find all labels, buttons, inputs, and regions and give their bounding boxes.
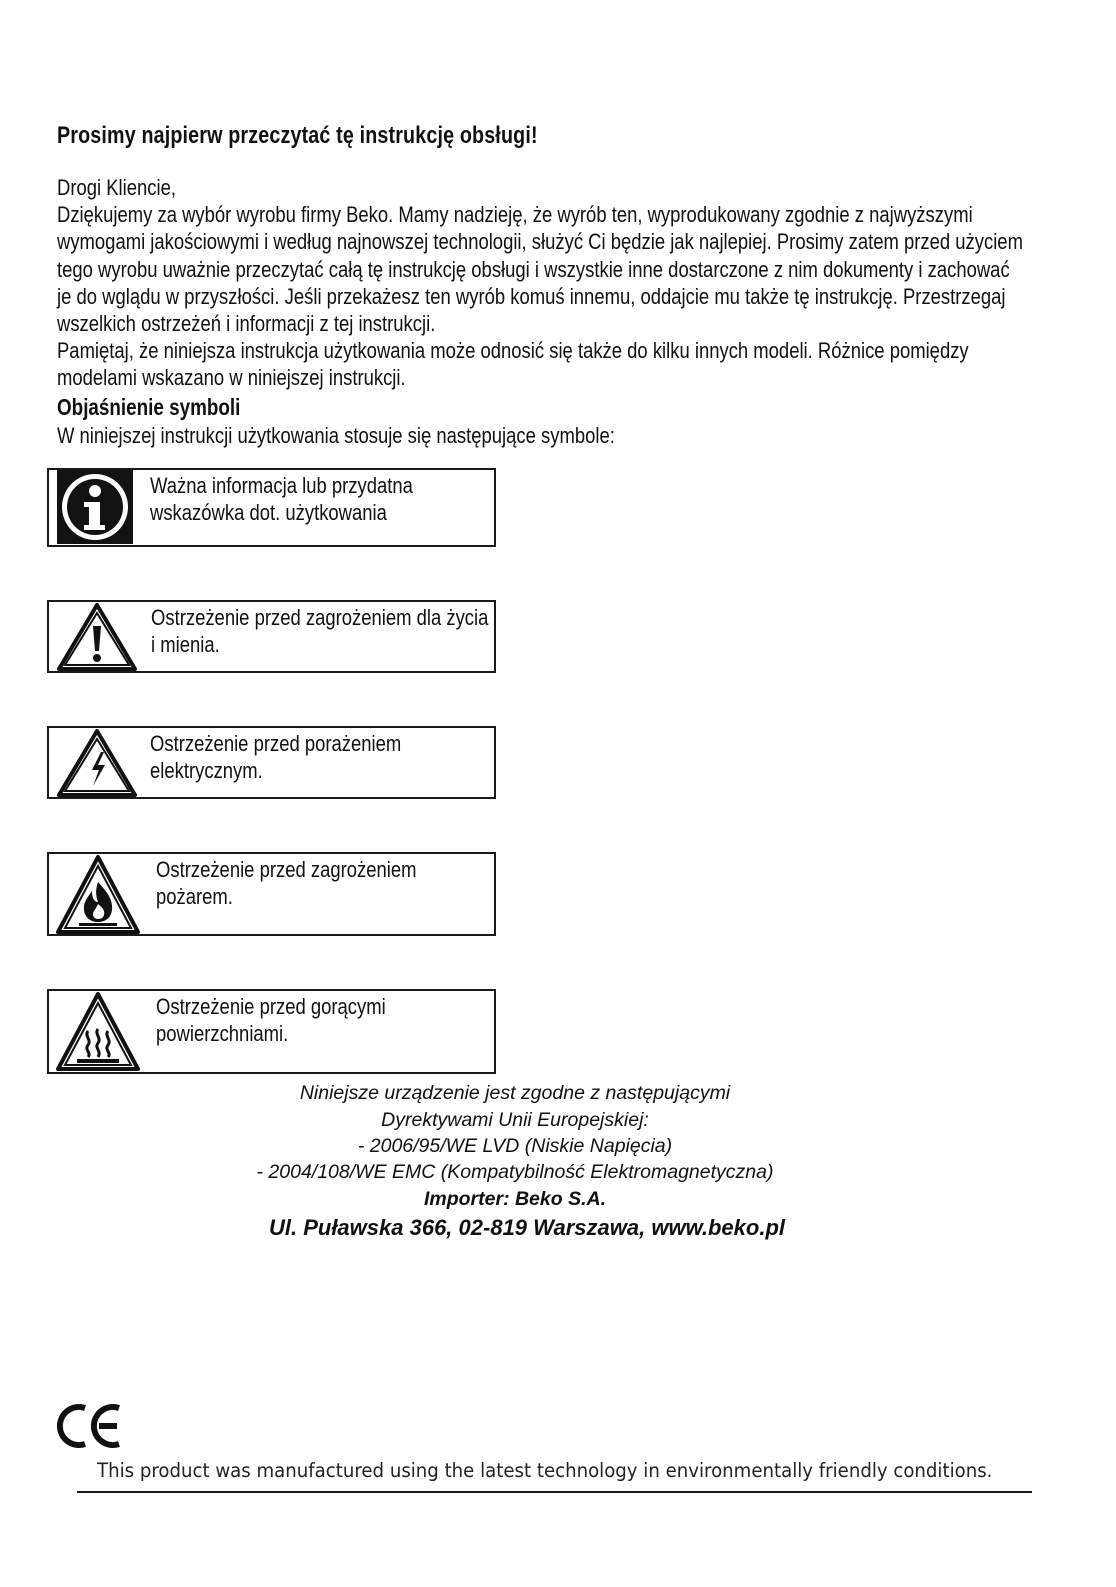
symbol-text-line: wskazówka dot. użytkowania xyxy=(150,500,387,525)
symbol-text xyxy=(156,993,386,1047)
symbol-text-line: powierzchniami. xyxy=(156,1021,289,1046)
symbol-text-line: pożarem. xyxy=(156,884,233,909)
importer-address: Ul. Puławska 366, 02-819 Warszawa, www.beko.pl xyxy=(268,1215,785,1240)
intro-line: Drogi Kliencie, xyxy=(57,175,176,200)
info-icon xyxy=(57,470,133,544)
symbols-intro: W niniejszej instrukcji użytkowania stosuje się następujące symbole: xyxy=(57,423,615,448)
intro-line: modelami wskazano w niniejszej instrukcji. xyxy=(57,365,406,391)
footer-divider xyxy=(77,1491,1032,1493)
symbol-box-fire xyxy=(47,852,496,936)
symbol-box-info xyxy=(47,468,496,547)
symbol-text-line: i mienia. xyxy=(151,632,220,657)
warning-exclamation-icon xyxy=(55,602,139,672)
intro-line: je do wglądu w przyszłości. Jeśli przekażesz ten wyrób komuś innemu, oddajcie mu także tę instrukcję. Przestrzegaj xyxy=(57,283,1006,309)
importer-line: Importer: Beko S.A. xyxy=(423,1188,607,1210)
ce-mark-icon xyxy=(57,1402,123,1455)
symbol-text-line: elektrycznym. xyxy=(150,758,263,783)
footer-statement: This product was manufactured using the latest technology in environmentally friendly conditions. xyxy=(97,1459,993,1482)
symbol-box-hot-surface xyxy=(47,989,496,1074)
symbol-text-line: Ważna informacja lub przydatna xyxy=(150,473,413,498)
conformity-line: - 2004/108/WE EMC (Kompatybilność Elektromagnetyczna) xyxy=(256,1161,774,1183)
symbol-text xyxy=(156,856,416,910)
symbol-text-line: Ostrzeżenie przed zagrożeniem xyxy=(156,857,417,882)
symbol-box-electric xyxy=(47,726,496,799)
conformity-line: Dyrektywami Unii Europejskiej: xyxy=(381,1109,649,1131)
symbol-text xyxy=(151,604,488,658)
symbols-heading: Objaśnienie symboli xyxy=(57,394,241,420)
intro-line: Dziękujemy za wybór wyrobu firmy Beko. Mamy nadzieję, że wyrób ten, wyprodukowany zgodnie z najwyższymi xyxy=(57,202,973,228)
intro-line: wszelkich ostrzeżeń i informacji z tej instrukcji. xyxy=(57,310,436,336)
conformity-line: - 2006/95/WE LVD (Niskie Napięcia) xyxy=(357,1135,673,1157)
intro-line: wymogami jakościowymi i według najnowszej technologii, służyć Ci będzie jak najlepiej. Prosimy zatem przed użyciem xyxy=(57,229,1023,255)
intro-line: Pamiętaj, że niniejsza instrukcja użytkowania może odnosić się także do kilku innych modeli. Różnice pomiędzy xyxy=(57,338,969,364)
symbol-text-line: Ostrzeżenie przed porażeniem xyxy=(150,731,402,756)
hot-surface-icon xyxy=(55,991,141,1073)
symbol-box-warning xyxy=(47,600,496,673)
symbol-text-line: Ostrzeżenie przed gorącymi xyxy=(156,994,386,1019)
symbol-text xyxy=(150,730,401,784)
fire-hazard-icon xyxy=(55,854,141,936)
symbol-text-line: Ostrzeżenie przed zagrożeniem dla życia xyxy=(151,605,489,630)
intro-line: tego wyrobu uważnie przeczytać całą tę instrukcję obsługi i wszystkie inne dostarczone z nim dokumenty i zachować xyxy=(57,256,1010,282)
intro-paragraph xyxy=(57,174,1023,392)
page-title: Prosimy najpierw przeczytać tę instrukcję obsługi! xyxy=(57,122,538,149)
electric-shock-icon xyxy=(55,728,139,798)
symbol-text xyxy=(150,472,413,526)
conformity-line: Niniejsze urządzenie jest zgodne z następującymi xyxy=(299,1082,731,1104)
